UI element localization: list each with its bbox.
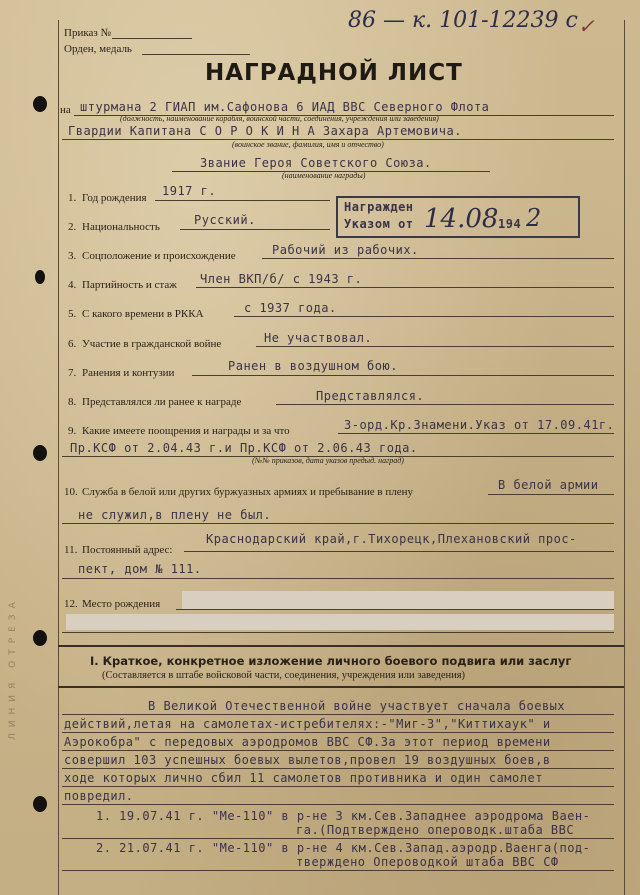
- field-1-label: Год рождения: [82, 192, 147, 204]
- victory-2-line-2: тверждено Опероводкой штаба ВВС СФ: [296, 855, 559, 869]
- field-9-value: 3-орд.Кр.Знамени.Указ от 17.09.41г.: [344, 418, 615, 432]
- red-check-mark-icon: ✓: [578, 14, 595, 38]
- field-10-label: Служба в белой или других буржуазных армиях и пребывание в плену: [82, 486, 413, 498]
- stamp-year-digit: 2: [526, 204, 542, 232]
- binder-hole-3: [33, 445, 47, 461]
- award-value: Звание Героя Советского Союза.: [200, 156, 432, 170]
- stamp-year: 194: [498, 217, 522, 231]
- binder-hole-4: [33, 630, 47, 646]
- field-2-num: 2.: [68, 221, 77, 233]
- field-6-value: Не участвовал.: [264, 331, 373, 345]
- field-9-value-line2: Пр.КСФ от 2.04.43 г.и Пр.КСФ от 2.06.43 года.: [70, 441, 418, 455]
- field-5-num: 5.: [68, 308, 77, 320]
- field-4-label: Партийность и стаж: [82, 279, 177, 291]
- field-2-label: Национальность: [82, 221, 160, 233]
- narrative-line-3: Аэрокобра" с передовых аэродромов ВВС СФ.За этот период времени: [64, 735, 551, 749]
- field-10-num: 10.: [64, 486, 78, 498]
- order-label: Приказ №: [64, 27, 111, 39]
- field-5-value: с 1937 года.: [244, 301, 337, 315]
- redacted-birthplace: [182, 591, 614, 609]
- field-4-num: 4.: [68, 279, 77, 291]
- binder-hole-1: [33, 96, 47, 112]
- binder-hole-5: [33, 796, 47, 812]
- order-medal-label: Орден, медаль: [64, 43, 132, 55]
- page-left-border: [58, 20, 59, 895]
- position-caption: (должность, наименование корабля, воинской части, соединения, учреждения или заведения): [120, 114, 439, 123]
- field-9-num: 9.: [68, 425, 77, 437]
- field-10-value-line2: не служил,в плену не был.: [78, 508, 272, 522]
- stamp-line1: Награжден: [344, 200, 414, 214]
- field-9-caption: (№№ приказов, дата указов предыд. наград): [252, 456, 404, 465]
- field-12-label: Место рождения: [82, 598, 161, 610]
- field-1-num: 1.: [68, 192, 77, 204]
- field-7-label: Ранения и контузии: [82, 367, 175, 379]
- position-value: штурмана 2 ГИАП им.Сафонова 6 ИАД ВВС Северного Флота: [80, 100, 490, 114]
- field-11-label: Постоянный адрес:: [82, 544, 173, 556]
- victory-1-line-2: га.(Подтверждено опероводк.штаба ВВС: [296, 823, 575, 837]
- field-12-num: 12.: [64, 598, 78, 610]
- field-6-num: 6.: [68, 338, 77, 350]
- margin-cut-line-text: ЛИНИЯ ОТРЕЗА: [8, 596, 18, 740]
- section-1-subtitle: (Составляется в штабе войсковой части, соединения, учреждения или заведения): [102, 670, 466, 681]
- stamp-line2-prefix: Указом от: [344, 217, 414, 231]
- award-caption: (наименование награды): [282, 171, 366, 180]
- page-right-border: [624, 20, 625, 895]
- field-9-label: Какие имеете поощрения и награды и за что: [82, 425, 290, 437]
- field-6-label: Участие в гражданской войне: [82, 338, 222, 350]
- field-11-num: 11.: [64, 544, 78, 556]
- field-3-label: Соцположение и происхождение: [82, 250, 236, 262]
- field-5-label: С какого времени в РККА: [82, 308, 204, 320]
- victory-1-line-1: 1. 19.07.41 г. "Ме-110" в р-не 3 км.Сев.Западнее аэродрома Ваен-: [96, 809, 591, 823]
- person-name: Гвардии Капитана С О Р О К И Н А Захара Артемовича.: [68, 124, 462, 138]
- name-caption: (воинское звание, фамилия, имя и отчество): [232, 140, 384, 149]
- field-11-value: Краснодарский край,г.Тихорецк,Плехановский прос-: [206, 532, 577, 546]
- prefix-na: на: [60, 104, 71, 116]
- field-7-num: 7.: [68, 367, 77, 379]
- document-title: НАГРАДНОЙ ЛИСТ: [205, 60, 463, 86]
- field-1-value: 1917 г.: [162, 184, 217, 198]
- field-4-value: Член ВКП/б/ с 1943 г.: [200, 272, 363, 286]
- narrative-line-2: действий,летая на самолетах-истребителях:-"Миг-3","Киттихаук" и: [64, 717, 551, 731]
- section-1-title: I. Краткое, конкретное изложение личного боевого подвига или заслуг: [90, 654, 572, 668]
- field-11-value-line2: пект, дом № 111.: [78, 562, 202, 576]
- field-3-value: Рабочий из рабочих.: [272, 243, 419, 257]
- narrative-line-1: В Великой Отечественной войне участвует сначала боевых: [148, 699, 566, 713]
- stamp-date: 14.08: [424, 204, 499, 234]
- field-8-value: Представлялся.: [316, 389, 425, 403]
- redacted-birthplace-line2: [66, 614, 614, 630]
- narrative-line-6: повредил.: [64, 789, 134, 803]
- archive-number: 86 — к. 101-12239 с: [348, 8, 578, 33]
- binder-hole-2: [35, 270, 45, 284]
- field-8-label: Представлялся ли ранее к награде: [82, 396, 242, 408]
- awarded-stamp: [336, 196, 580, 238]
- field-8-num: 8.: [68, 396, 77, 408]
- field-7-value: Ранен в воздушном бою.: [228, 359, 398, 373]
- narrative-line-5: ходе которых лично сбил 11 самолетов противника и один самолет: [64, 771, 543, 785]
- victory-2-line-1: 2. 21.07.41 г. "Ме-110" в р-не 4 км.Сев.Запад.аэродр.Ваенга(под-: [96, 841, 591, 855]
- field-10-value: В белой армии: [498, 478, 599, 492]
- field-2-value: Русский.: [194, 213, 256, 227]
- narrative-line-4: совершил 103 успешных боевых вылетов,провел 19 воздушных боев,в: [64, 753, 551, 767]
- field-3-num: 3.: [68, 250, 77, 262]
